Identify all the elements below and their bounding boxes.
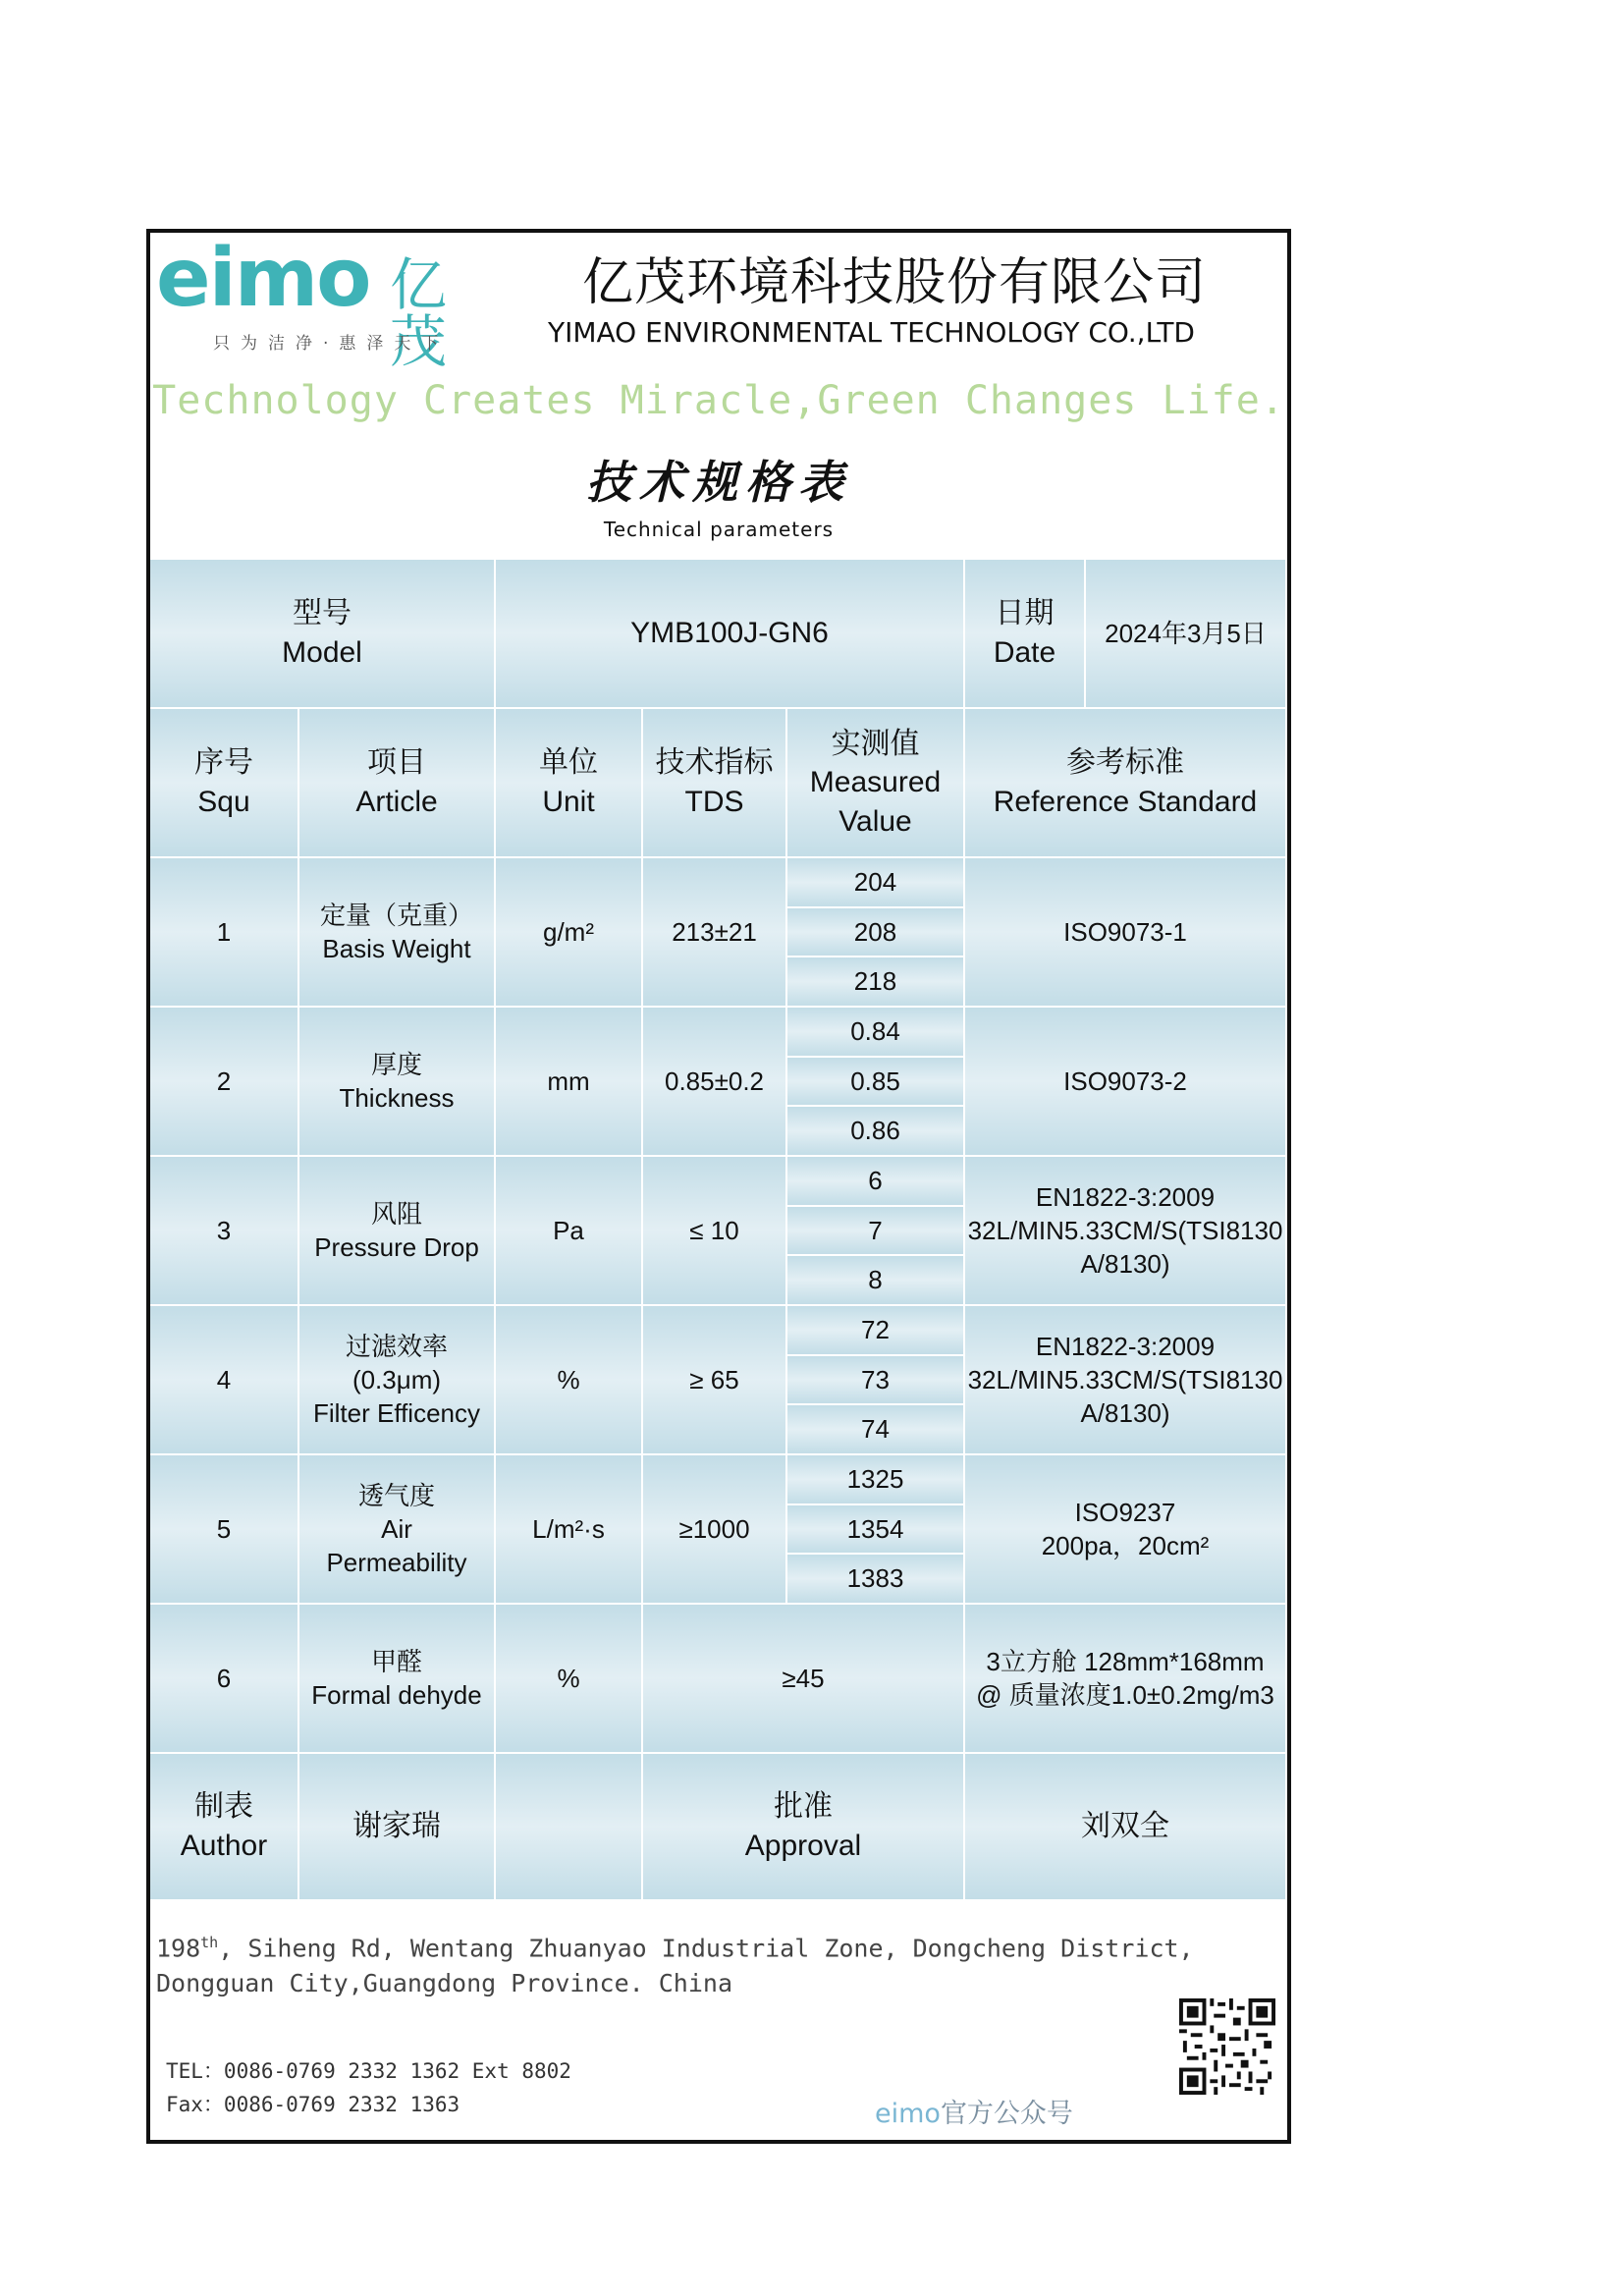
row-1-article: 定量（克重） Basis Weight (299, 858, 496, 1008)
row-3-no: 3 (150, 1157, 299, 1306)
company-name-cn: 亿茂环境科技股份有限公司 (582, 253, 1208, 312)
row-6-tds: ≥45 (643, 1605, 965, 1754)
company-name-en: YIMAO ENVIRONMENTAL TECHNOLOGY CO.,LTD (548, 316, 1195, 349)
row-4-article: 过滤效率 (0.3μm) Filter Efficency (299, 1306, 496, 1455)
row-5-measured-1: 1325 (787, 1455, 965, 1505)
row-5-measured-3: 1383 (787, 1555, 965, 1605)
row-2-no: 2 (150, 1008, 299, 1157)
company-motto: Technology Creates Miracle,Green Changes Life. (152, 378, 1285, 423)
spec-sheet (146, 229, 1291, 2144)
company-logo (156, 232, 500, 375)
row-4-no: 4 (150, 1306, 299, 1455)
contact-info (166, 2054, 571, 2121)
author-name: 谢家瑞 (299, 1754, 496, 1901)
approval-label: 批准 Approval (643, 1754, 965, 1901)
row-3-tds: ≤ 10 (643, 1157, 787, 1306)
author-blank (496, 1754, 643, 1901)
row-3-measured-1: 6 (787, 1157, 965, 1207)
row-3-article: 风阻 Pressure Drop (299, 1157, 496, 1306)
row-3-measured-2: 7 (787, 1207, 965, 1256)
row-4-measured-3: 74 (787, 1405, 965, 1455)
row-2-measured-2: 0.85 (787, 1058, 965, 1107)
row-4-tds: ≥ 65 (643, 1306, 787, 1455)
logo-wordmark: eimo (156, 232, 370, 325)
row-4-reference: EN1822-3:2009 32L/MIN5.33CM/S(TSI8130 A/8130) (965, 1306, 1287, 1455)
row-2-unit: mm (496, 1008, 643, 1157)
date-value: 2024年3月5日 (1086, 560, 1287, 709)
company-address: 198th, Siheng Rd, Wentang Zhuanyao Industrial Zone, Dongcheng District, Dongguan City,Guangdong Province. China (156, 1934, 1194, 1998)
document-title: 技术规格表 (586, 456, 851, 509)
row-5-reference: ISO9237 200pa，20cm² (965, 1455, 1287, 1605)
row-3-measured-3: 8 (787, 1256, 965, 1306)
row-4-measured-1: 72 (787, 1306, 965, 1356)
date-label: 日期 Date (965, 560, 1086, 709)
row-3-unit: Pa (496, 1157, 643, 1306)
qr-code-icon (1179, 1995, 1275, 2098)
header-unit: 单位 Unit (496, 709, 643, 858)
document-subtitle: Technical parameters (603, 518, 835, 541)
row-1-measured-2: 208 (787, 908, 965, 957)
header-measured: 实测值 Measured Value (787, 709, 965, 858)
row-5-tds: ≥1000 (643, 1455, 787, 1605)
row-1-reference: ISO9073-1 (965, 858, 1287, 1008)
spec-table (150, 560, 1287, 1901)
header-squ: 序号 Squ (150, 709, 299, 858)
row-2-article: 厚度 Thickness (299, 1008, 496, 1157)
row-2-tds: 0.85±0.2 (643, 1008, 787, 1157)
model-value: YMB100J-GN6 (496, 560, 965, 709)
row-1-no: 1 (150, 858, 299, 1008)
row-3-reference: EN1822-3:2009 32L/MIN5.33CM/S(TSI8130 A/8130) (965, 1157, 1287, 1306)
telephone: TEL：0086-0769 2332 1362 Ext 8802 (166, 2059, 571, 2083)
row-5-article: 透气度 Air Permeability (299, 1455, 496, 1605)
logo-slogan: 只为洁净·惠泽天下 (213, 334, 450, 354)
row-2-reference: ISO9073-2 (965, 1008, 1287, 1157)
row-6-no: 6 (150, 1605, 299, 1754)
row-6-article: 甲醛 Formal dehyde (299, 1605, 496, 1754)
header-tds: 技术指标 TDS (643, 709, 787, 858)
row-2-measured-1: 0.84 (787, 1008, 965, 1058)
row-6-reference: 3立方舱 128mm*168mm @ 质量浓度1.0±0.2mg/m3 (965, 1605, 1287, 1754)
row-4-measured-2: 73 (787, 1356, 965, 1405)
row-1-measured-3: 218 (787, 957, 965, 1008)
row-5-measured-2: 1354 (787, 1505, 965, 1555)
row-6-unit: % (496, 1605, 643, 1754)
header-article: 项目 Article (299, 709, 496, 858)
author-label: 制表 Author (150, 1754, 299, 1901)
wechat-account-label: eimo官方公众号 (875, 2099, 1073, 2129)
header-reference: 参考标准 Reference Standard (965, 709, 1287, 858)
row-1-measured-1: 204 (787, 858, 965, 908)
logo-chinese-name: 亿茂 (390, 251, 448, 375)
row-1-tds: 213±21 (643, 858, 787, 1008)
model-label: 型号 Model (150, 560, 496, 709)
row-5-no: 5 (150, 1455, 299, 1605)
row-5-unit: L/m²·s (496, 1455, 643, 1605)
row-2-measured-3: 0.86 (787, 1107, 965, 1157)
fax: Fax：0086-0769 2332 1363 (166, 2093, 460, 2116)
row-4-unit: % (496, 1306, 643, 1455)
row-1-unit: g/m² (496, 858, 643, 1008)
approval-name: 刘双全 (965, 1754, 1287, 1901)
